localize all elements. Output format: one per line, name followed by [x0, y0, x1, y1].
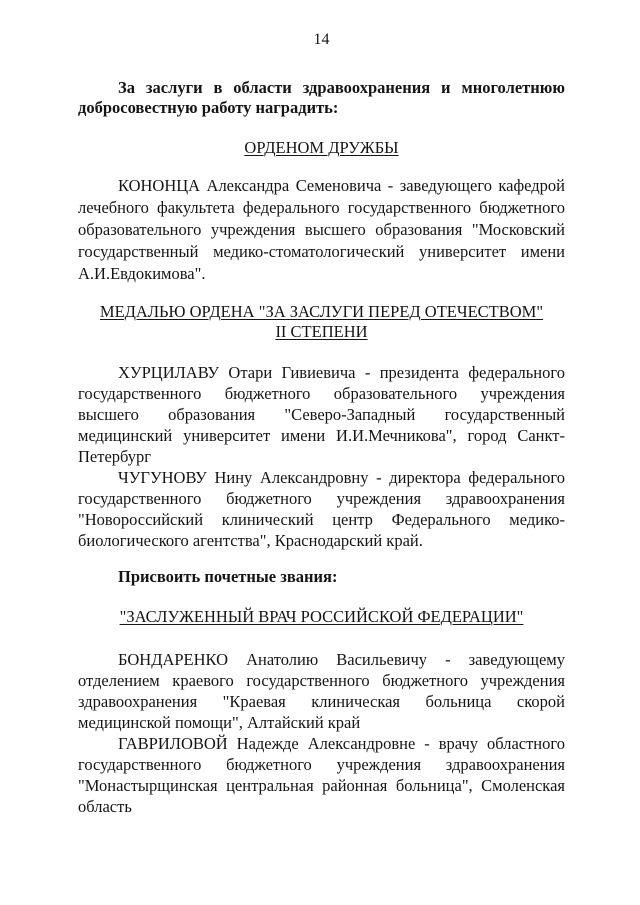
award-intro: За заслуги в области здравоохранения и многолетнюю добросовестную работу наградить: [78, 78, 565, 117]
recipient-kononets: КОНОНЦА Александра Семеновича - заведующего кафедрой лечебного факультета федерального государственного бюджетного образовательного учреждения высшего образования "Московский государственный медико-стоматологический университет имени А.И.Евдокимова". [78, 176, 565, 283]
titles-intro: Присвоить почетные звания: [118, 567, 338, 586]
heading-medal-merit [78, 302, 565, 342]
recipient-gavrilova: ГАВРИЛОВОЙ Надежде Александровне - врачу областного государственного бюджетного учреждения здравоохранения "Монастырщинская центральная районная больница", Смоленская область [78, 734, 565, 816]
document-body [78, 30, 565, 817]
recipient-chugunova: ЧУГУНОВУ Нину Александровну - директора федерального государственного бюджетного учреждения здравоохранения "Новороссийский клинический центр Федерального медико-биологического агентства", Краснодарский край. [78, 468, 565, 550]
heading-honored-doctor [78, 607, 565, 627]
page-number: 14 [313, 31, 330, 48]
heading-order-friendship [78, 138, 565, 158]
recipient-bondarenko: БОНДАРЕНКО Анатолию Васильевичу - заведующему отделением краевого государственного бюджетного учреждения здравоохранения "Краевая клиническая больница скорой медицинской помощи", Алтайский край [78, 650, 565, 732]
heading-medal-merit-line-1: МЕДАЛЬЮ ОРДЕНА "ЗА ЗАСЛУГИ ПЕРЕД ОТЕЧЕСТВОМ" [99, 302, 544, 321]
heading-order-friendship-text: ОРДЕНОМ ДРУЖБЫ [244, 138, 399, 157]
recipient-khurtsilava: ХУРЦИЛАВУ Отари Гивиевича - президента федерального государственного бюджетного образовательного учреждения высшего образования "Северо-Западный государственный медицинский университет имени И.И.Мечникова", город Санкт-Петербург [78, 363, 565, 466]
heading-honored-doctor-text: "ЗАСЛУЖЕННЫЙ ВРАЧ РОССИЙСКОЙ ФЕДЕРАЦИИ" [119, 607, 524, 626]
heading-medal-merit-line-2: II СТЕПЕНИ [275, 322, 368, 341]
